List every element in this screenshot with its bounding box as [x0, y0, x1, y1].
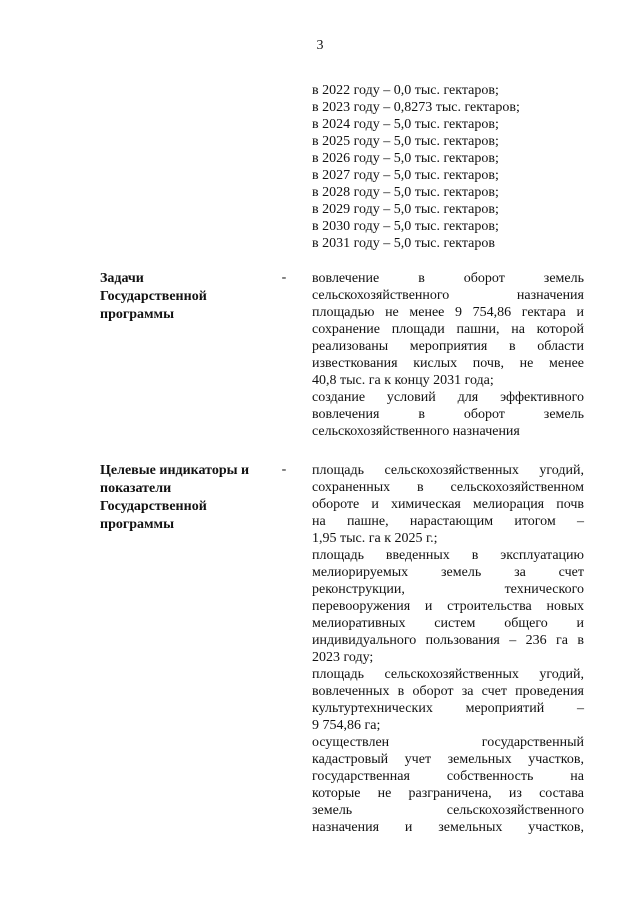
indicators-line: осуществлен государственный — [312, 735, 584, 750]
indicators-line: на пашне, нарастающим итогом – — [312, 514, 584, 529]
indicators-line: мелиорируемых земель за счет — [312, 565, 584, 580]
indicators-line: перевооружения и строительства новых — [312, 599, 584, 614]
list-item: в 2029 году – 5,0 тыс. гектаров; — [312, 202, 499, 217]
tasks-line: площадью не менее 9 754,86 гектара и — [312, 305, 584, 320]
list-item: в 2023 году – 0,8273 тыс. гектаров; — [312, 100, 520, 115]
tasks-line: реализованы мероприятия в области — [312, 339, 584, 354]
tasks-line: вовлечения в оборот земель — [312, 407, 584, 422]
indicators-line: мелиоративных систем общего и — [312, 616, 584, 631]
tasks-label-line: Государственной — [100, 289, 207, 304]
indicators-line: реконструкции, технического — [312, 582, 584, 597]
indicators-line: обороте и химическая мелиорация почв — [312, 497, 584, 512]
tasks-label-line: Задачи — [100, 271, 144, 286]
tasks-line: сельскохозяйственного назначения — [312, 288, 584, 303]
list-item: в 2025 году – 5,0 тыс. гектаров; — [312, 134, 499, 149]
indicators-line: государственная собственность на — [312, 769, 584, 784]
list-item: в 2028 году – 5,0 тыс. гектаров; — [312, 185, 499, 200]
indicators-line: вовлеченных в оборот за счет проведения — [312, 684, 584, 699]
tasks-line: известкования кислых почв, не менее — [312, 356, 584, 371]
list-item: в 2026 году – 5,0 тыс. гектаров; — [312, 151, 499, 166]
tasks-label — [100, 270, 250, 324]
indicators-label-line: программы — [100, 517, 174, 532]
indicators-label-line: Государственной — [100, 499, 207, 514]
indicators-line: 2023 году; — [312, 650, 374, 665]
indicators-label-line: Целевые индикаторы и — [100, 463, 250, 478]
page-number: 3 — [316, 38, 324, 53]
tasks-dash: - — [281, 270, 287, 285]
list-item: в 2031 году – 5,0 тыс. гектаров — [312, 236, 495, 251]
indicators-line: которые не разграничена, из состава — [312, 786, 584, 801]
indicators-line: сохраненных в сельскохозяйственном — [312, 480, 584, 495]
tasks-line: сохранение площади пашни, на которой — [312, 322, 584, 337]
indicators-line: индивидуального пользования – 236 га в — [312, 633, 584, 648]
indicators-line: земель сельскохозяйственного — [312, 803, 584, 818]
tasks-line: сельскохозяйственного назначения — [312, 424, 520, 439]
tasks-line: создание условий для эффективного — [312, 390, 584, 405]
indicators-line: назначения и земельных участков, — [312, 820, 584, 835]
tasks-line: вовлечение в оборот земель — [312, 271, 584, 286]
list-item: в 2030 году – 5,0 тыс. гектаров; — [312, 219, 499, 234]
indicators-line: площадь введенных в эксплуатацию — [312, 548, 584, 563]
indicators-label — [100, 462, 250, 534]
list-item: в 2022 году – 0,0 тыс. гектаров; — [312, 83, 499, 98]
indicators-line: 1,95 тыс. га к 2025 г.; — [312, 531, 438, 546]
indicators-line: площадь сельскохозяйственных угодий, — [312, 667, 584, 682]
list-item: в 2027 году – 5,0 тыс. гектаров; — [312, 168, 499, 183]
indicators-line: площадь сельскохозяйственных угодий, — [312, 463, 584, 478]
tasks-line: 40,8 тыс. га к концу 2031 года; — [312, 373, 494, 388]
indicators-line: кадастровый учет земельных участков, — [312, 752, 584, 767]
indicators-dash: - — [281, 462, 287, 477]
indicators-line: культуртехнических мероприятий – — [312, 701, 584, 716]
indicators-label-line: показатели — [100, 481, 172, 496]
list-item: в 2024 году – 5,0 тыс. гектаров; — [312, 117, 499, 132]
tasks-label-line: программы — [100, 307, 174, 322]
indicators-line: 9 754,86 га; — [312, 718, 381, 733]
